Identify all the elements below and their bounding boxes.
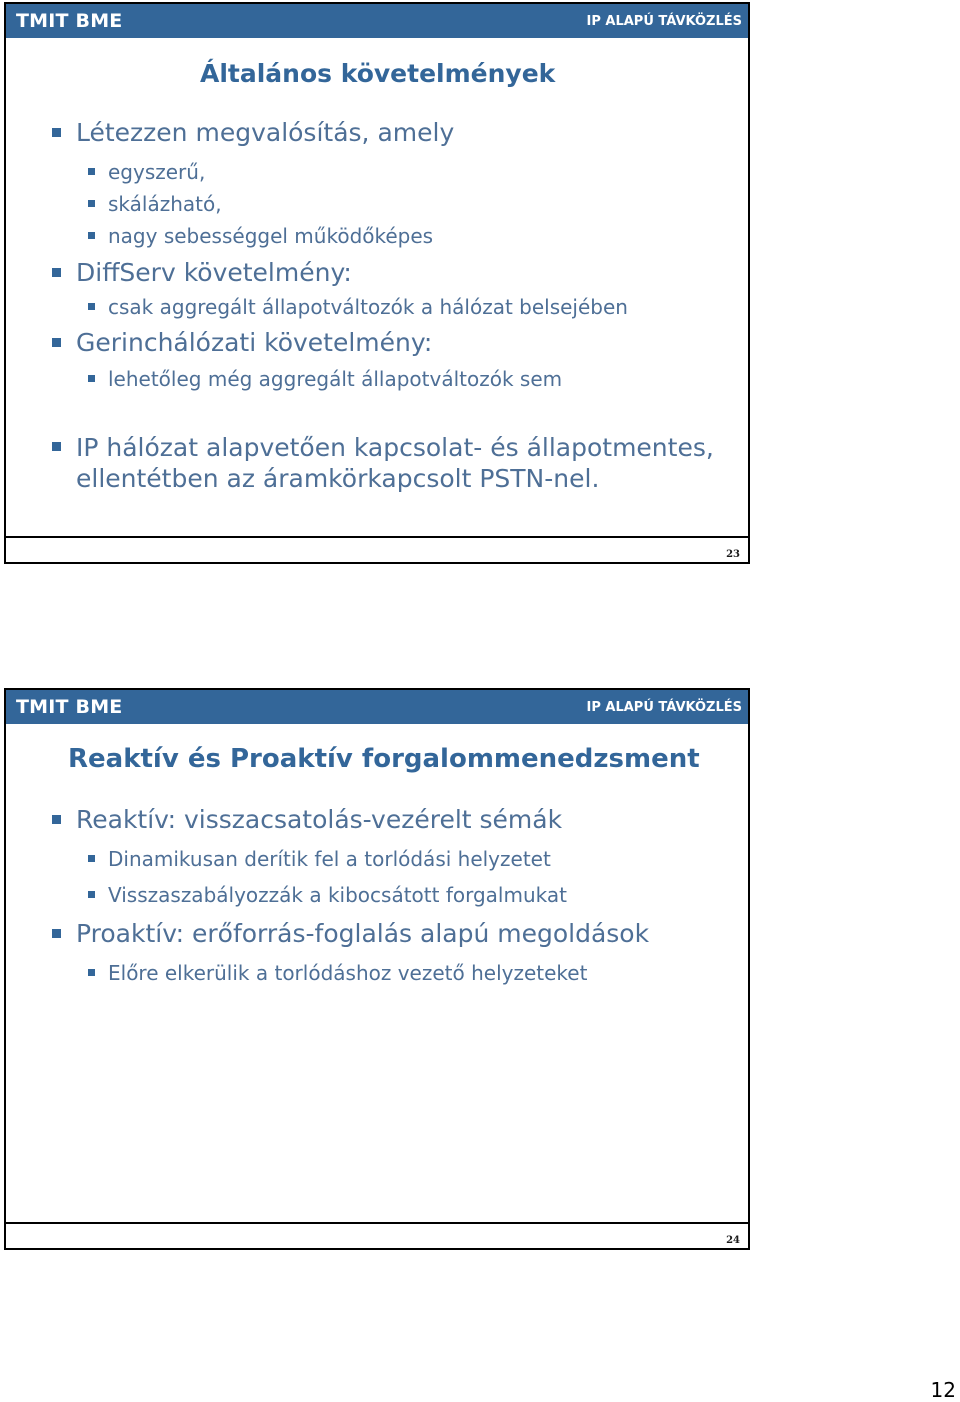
bullet-item: Proaktív: erőforrás-foglalás alapú megoldások xyxy=(76,919,650,948)
slide-title: Általános követelmények xyxy=(200,59,556,88)
sub-bullet-item: csak aggregált állapotváltozók a hálózat belsejében xyxy=(108,295,628,319)
footer-divider xyxy=(6,1222,748,1224)
slide-24 xyxy=(4,688,750,1250)
slide-page-number: 24 xyxy=(726,1235,740,1246)
sub-bullet-item: nagy sebességgel működőképes xyxy=(108,224,434,248)
bullet-item: IP hálózat alapvetően kapcsolat- és állapotmentes, ellentétben az áramkörkapcsolt PSTN-nel. xyxy=(76,432,716,494)
sub-bullet-item: skálázható, xyxy=(108,192,222,216)
sub-bullet-item: lehetőleg még aggregált állapotváltozók sem xyxy=(108,367,563,391)
course-label: IP ALAPÚ TÁVKÖZLÉS xyxy=(586,700,742,715)
slide-page-number: 23 xyxy=(726,549,740,560)
slide-header xyxy=(6,4,748,38)
sub-bullet-item: egyszerű, xyxy=(108,160,206,184)
bullet-item: Reaktív: visszacsatolás-vezérelt sémák xyxy=(76,805,563,834)
document-page-number: 12 xyxy=(930,1378,956,1402)
course-label: IP ALAPÚ TÁVKÖZLÉS xyxy=(586,14,742,29)
bullet-item: Létezzen megvalósítás, amely xyxy=(76,118,455,147)
sub-bullet-item: Dinamikusan derítik fel a torlódási helyzetet xyxy=(108,847,551,871)
slide-header xyxy=(6,690,748,724)
brand-label: TMIT BME xyxy=(16,10,123,32)
slide-23 xyxy=(4,2,750,564)
slide-title: Reaktív és Proaktív forgalommenedzsment xyxy=(68,744,700,774)
brand-label: TMIT BME xyxy=(16,696,123,718)
sub-bullet-item: Visszaszabályozzák a kibocsátott forgalmukat xyxy=(108,883,567,907)
footer-divider xyxy=(6,536,748,538)
sub-bullet-item: Előre elkerülik a torlódáshoz vezető helyzeteket xyxy=(108,961,588,985)
bullet-item: Gerinchálózati követelmény: xyxy=(76,328,433,357)
bullet-item: DiffServ követelmény: xyxy=(76,258,352,287)
